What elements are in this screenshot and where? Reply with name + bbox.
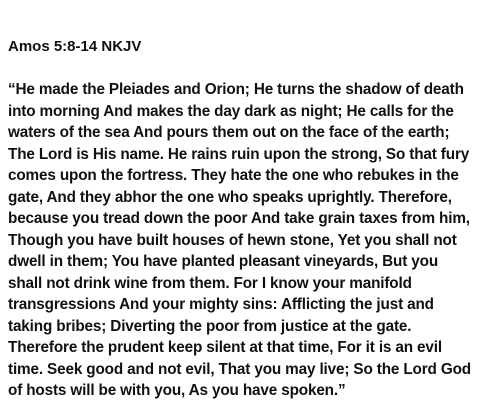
passage-line: comes upon the fortress. They hate the one who rebukes in the [8,167,459,184]
passage-line: transgressions And your mighty sins: Afflicting the just and [8,296,434,313]
passage-line: time. Seek good and not evil, That you may live; So the Lord God [8,360,471,378]
passage-line: Though you have built houses of hewn stone, Yet you shall not [8,231,457,249]
passage-line: waters of the sea And pours them out on the face of the earth; [8,124,450,141]
passage-line: of hosts will be with you, As you have spoken.” [8,382,346,399]
passage-line: shall not drink wine from them. For I know your manifold [8,274,412,292]
passage-line: “He made the Pleiades and Orion; He turns the shadow of death [8,81,464,98]
passage-line: dwell in them; You have planted pleasant vineyards, But you [8,253,439,270]
passage-line: Therefore the prudent keep silent at that time, For it is an evil [8,339,442,356]
passage-text [8,79,492,402]
passage-line: into morning And makes the day dark as night; He calls for the [8,102,454,120]
passage-line: The Lord is His name. He rains ruin upon the strong, So that fury [8,145,470,163]
passage-line: taking bribes; Diverting the poor from justice at the gate. [8,317,412,335]
passage-line: because you tread down the poor And take grain taxes from him, [8,210,470,227]
passage-line: gate, And they abhor the one who speaks uprightly. Therefore, [8,188,452,206]
passage-title: Amos 5:8-14 NKJV [8,38,142,55]
note-page [8,38,492,402]
